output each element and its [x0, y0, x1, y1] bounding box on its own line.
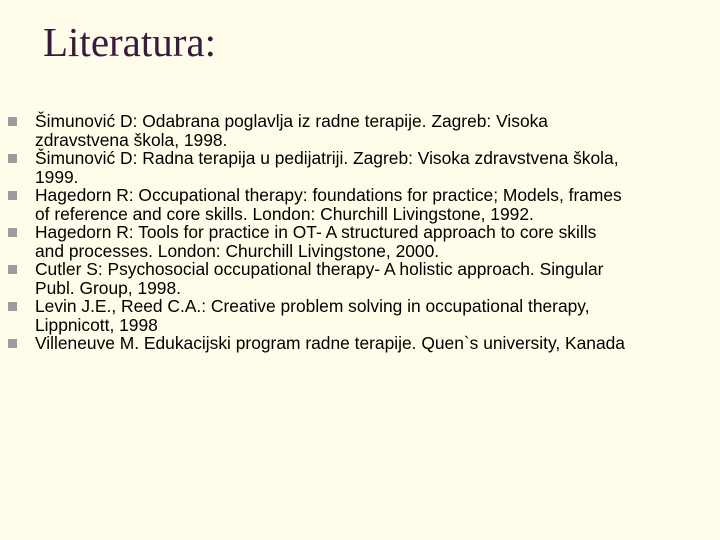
reference-item: [0, 186, 720, 223]
reference-text-line: Hagedorn R: Tools for practice in OT- A structured approach to core skills: [35, 222, 597, 242]
reference-text-line: Villeneuve M. Edukacijski program radne terapije. Quen`s university, Kanada: [35, 333, 625, 353]
reference-item: [0, 149, 720, 186]
reference-text-line: Lippnicott, 1998: [35, 314, 158, 335]
reference-item: [0, 334, 720, 353]
reference-item: [0, 112, 720, 149]
slide-title: Literatura:: [43, 19, 217, 65]
square-bullet-icon: [8, 339, 17, 348]
reference-text-line: and processes. London: Churchill Livingstone, 2000.: [35, 240, 440, 261]
reference-text-line: 1999.: [35, 166, 79, 187]
reference-text-line: Šimunović D: Radna terapija u pedijatriji. Zagreb: Visoka zdravstvena škola,: [35, 148, 619, 168]
square-bullet-icon: [8, 117, 17, 126]
reference-text-line: Cutler S: Psychosocial occupational therapy- A holistic approach. Singular: [35, 259, 604, 279]
reference-text-line: Levin J.E., Reed C.A.: Creative problem solving in occupational therapy,: [35, 296, 590, 316]
reference-text-line: Publ. Group, 1998.: [35, 277, 181, 298]
reference-text-line: Šimunović D: Odabrana poglavlja iz radne terapije. Zagreb: Visoka: [35, 111, 548, 131]
square-bullet-icon: [8, 154, 17, 163]
reference-item: [0, 223, 720, 260]
reference-text-line: zdravstvena škola, 1998.: [35, 129, 228, 150]
square-bullet-icon: [8, 191, 17, 200]
reference-item: [0, 297, 720, 334]
square-bullet-icon: [8, 302, 17, 311]
reference-text-line: of reference and core skills. London: Churchill Livingstone, 1992.: [35, 203, 534, 224]
reference-item: [0, 260, 720, 297]
reference-text-line: Hagedorn R: Occupational therapy: foundations for practice; Models, frames: [35, 185, 622, 205]
reference-list: [0, 112, 720, 353]
square-bullet-icon: [8, 265, 17, 274]
square-bullet-icon: [8, 228, 17, 237]
